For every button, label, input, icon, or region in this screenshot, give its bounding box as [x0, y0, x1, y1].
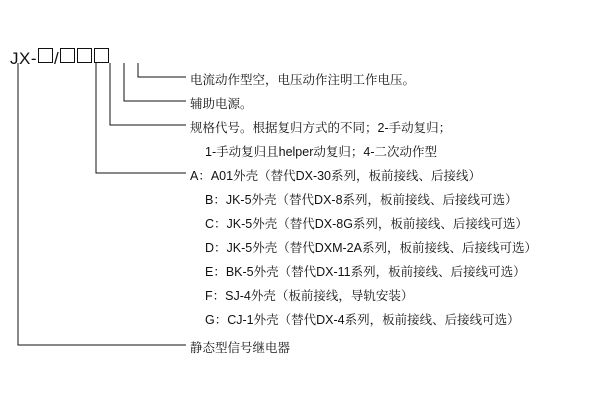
aux-power: 辅助电源。	[190, 97, 253, 111]
model-code	[10, 48, 110, 69]
voltage-note: 电流动作型空，电压动作注明工作电压。	[190, 73, 416, 87]
model-separator: /	[54, 49, 60, 68]
product-name: 静态型信号继电器	[190, 341, 291, 355]
model-prefix: JX-	[10, 49, 37, 68]
code-box-4	[94, 48, 109, 63]
shell-d: D：JK-5外壳（替代DXM-2A系列，板前接线、后接线可选）	[205, 241, 537, 255]
leader-voltage	[138, 63, 186, 77]
shell-e: E：BK-5外壳（替代DX-11系列，板前接线、后接线可选）	[205, 265, 526, 279]
shell-a: A：A01外壳（替代DX-30系列，板前接线、后接线）	[190, 169, 482, 183]
shell-f: F：SJ-4外壳（板前接线，导轨安装）	[205, 289, 414, 303]
spec-code-1: 规格代号。根据复归方式的不同；2-手动复归；	[190, 121, 452, 135]
code-box-2	[60, 48, 75, 63]
shell-c: C：JK-5外壳（替代DX-8G系列，板前接线、后接线可选）	[205, 217, 528, 231]
leader-product	[18, 63, 186, 345]
code-box-3	[77, 48, 92, 63]
shell-b: B：JK-5外壳（替代DX-8系列，板前接线、后接线可选）	[205, 193, 518, 207]
leader-shell	[96, 63, 186, 173]
leader-spec	[110, 63, 186, 125]
leader-aux	[124, 63, 186, 101]
shell-g: G：CJ-1外壳（替代DX-4系列，板前接线、后接线可选）	[205, 313, 520, 327]
spec-code-2: 1-手动复归且helper动复归；4-二次动作型	[205, 145, 437, 159]
code-box-1	[38, 48, 53, 63]
